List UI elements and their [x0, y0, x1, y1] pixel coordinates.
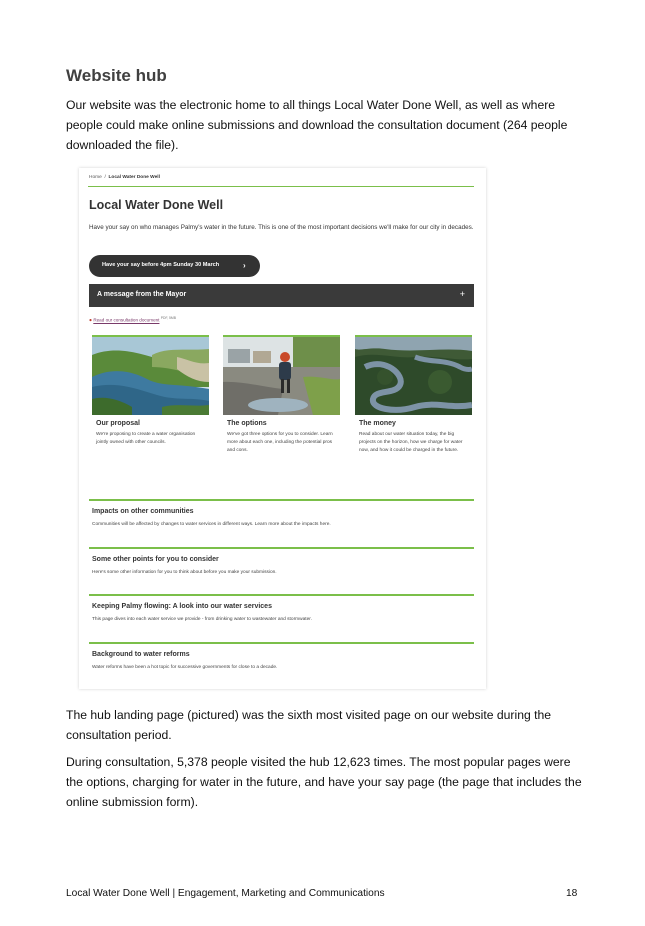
section-heading: Website hub — [66, 66, 167, 85]
section-text: Here's some other information for you to think about before you make your submission. — [92, 570, 277, 575]
card-image-river — [92, 335, 209, 415]
page-number: 18 — [566, 888, 578, 899]
card-the-options[interactable] — [223, 335, 340, 456]
breadcrumb-divider — [88, 186, 474, 187]
card-title: The options — [227, 420, 267, 427]
card-the-money[interactable] — [355, 335, 472, 456]
card-title: Our proposal — [96, 420, 140, 427]
website-screenshot — [79, 168, 486, 689]
chevron-right-icon: › — [243, 261, 246, 270]
page-footer: Local Water Done Well | Engagement, Marketing and Communications — [66, 888, 385, 899]
hub-visits-paragraph: The hub landing page (pictured) was the sixth most visited page on our website during the consultation period. — [66, 708, 552, 742]
section-text: Water reforms have been a hot topic for successive governments for close to a decade. — [92, 665, 278, 670]
document-size: PDF, 5MB — [160, 316, 176, 320]
section-divider — [89, 547, 474, 549]
breadcrumb-separator: / — [104, 175, 106, 180]
card-image-aerial-river — [355, 335, 472, 415]
section-keeping-palmy-flowing[interactable] — [89, 594, 474, 622]
plus-icon: + — [459, 289, 465, 299]
card-text: We're proposing to create a water organisation jointly owned with other councils. — [96, 432, 196, 446]
consultation-document-link[interactable] — [89, 316, 176, 324]
section-other-points[interactable] — [89, 547, 474, 575]
breadcrumb-home[interactable]: Home — [89, 175, 102, 180]
page-title: Local Water Done Well — [89, 198, 224, 212]
section-divider — [89, 642, 474, 644]
section-title: Background to water reforms — [92, 651, 190, 658]
section-text: This page dives into each water service we provide - from drinking water to wastewater and stormwater. — [92, 617, 312, 622]
document-icon: ● — [89, 317, 93, 324]
section-text: Communities will be affected by changes to water services in different ways. Learn more about the impacts here. — [92, 522, 331, 527]
section-background[interactable] — [89, 642, 474, 670]
consultation-document-label: Read our consultation document — [93, 317, 160, 323]
breadcrumb-current: Local Water Done Well — [108, 175, 160, 180]
card-our-proposal[interactable] — [92, 335, 209, 447]
mayor-message-accordion[interactable] — [89, 284, 474, 307]
have-your-say-label: Have your say before 4pm Sunday 30 March — [102, 262, 220, 268]
card-text: We've got three options for you to consider. Learn more about each one, including the potential pros and cons. — [227, 432, 333, 454]
breadcrumb — [89, 175, 160, 180]
intro-paragraph: Our website was the electronic home to all things Local Water Done Well, as well as where people could make online submissions and download the consultation document (264 people downloaded the file). — [66, 98, 568, 152]
section-divider — [89, 594, 474, 596]
have-your-say-button[interactable] — [89, 255, 260, 277]
card-title: The money — [359, 420, 396, 427]
consultation-stats-paragraph: During consultation, 5,378 people visited the hub 12,623 times. The most popular pages were the options, charging for water in the future, and have your say page (the page that includes the online submission form). — [66, 755, 582, 809]
section-title: Keeping Palmy flowing: A look into our water services — [92, 603, 272, 610]
section-title: Impacts on other communities — [92, 508, 194, 515]
card-image-child — [223, 335, 340, 415]
page-intro: Have your say on who manages Palmy's water in the future. This is one of the most important decisions we'll make for our city in decades. — [89, 224, 474, 231]
section-divider — [89, 499, 474, 501]
card-text: Read about our water situation today, the big projects on the horizon, how we charge for water now, and how it could be charged in the future. — [359, 432, 463, 454]
section-impacts[interactable] — [89, 499, 474, 527]
section-title: Some other points for you to consider — [92, 556, 219, 563]
mayor-message-label: A message from the Mayor — [97, 291, 187, 298]
